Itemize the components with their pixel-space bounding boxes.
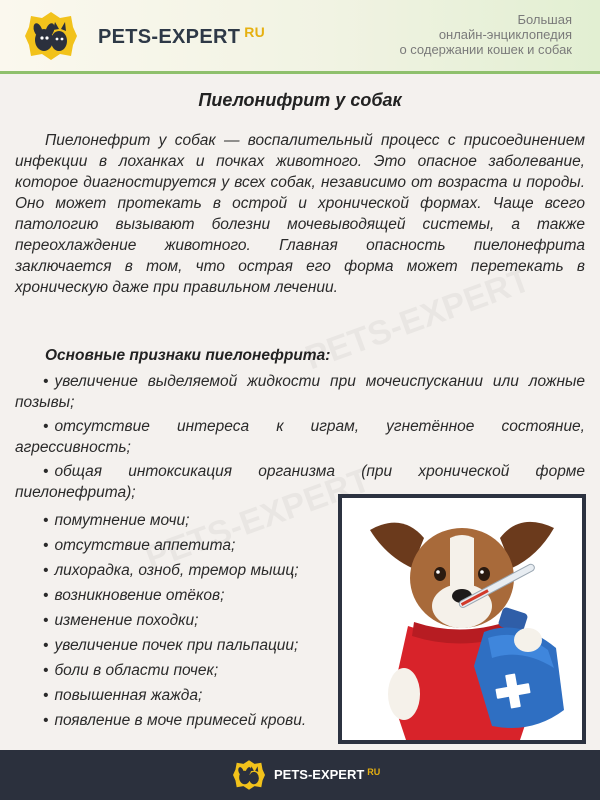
- article-title: Пиелонифрит у собак: [198, 90, 402, 110]
- bullet-icon: •: [43, 687, 49, 704]
- bullet-icon: •: [43, 637, 49, 654]
- list-item: [43, 633, 343, 658]
- list-item: [43, 583, 343, 608]
- list-item-text: общая интоксикация организма (при хронической форме пиелонефрита);: [15, 463, 585, 501]
- article-intro: Пиелонефрит у собак — воспалительный процесс с присоединением инфекции в лоханках и почках животного. Это опасное заболевание, которое диагностируется у всех собак, независимо от возраста и породы. Оно может протекать в острой и хронической формах. Чаще всего патологию вызывают болезни мочевыводящей системы, а также переохлаждение животного. Главная опасность пиелонефрита заключается в том, что острая его форма может перетекать в хроническую даже при правильном лечении.: [15, 132, 585, 296]
- list-item: [43, 658, 343, 683]
- list-item: [43, 508, 343, 533]
- brand-suffix: RU: [244, 24, 266, 40]
- list-item-text: увеличение почек при пальпации;: [54, 637, 299, 654]
- brand-text: PETS-EXPERT: [98, 26, 241, 48]
- pets-logo-icon[interactable]: [232, 759, 266, 791]
- list-item-text: возникновение отёков;: [54, 587, 225, 604]
- bullet-icon: •: [43, 463, 49, 480]
- bullet-icon: •: [43, 373, 49, 390]
- site-tagline: [399, 12, 572, 57]
- bullet-icon: •: [43, 662, 49, 679]
- list-item: [15, 416, 585, 458]
- footer-brand-suffix: RU: [367, 767, 381, 777]
- footer-brand[interactable]: [274, 767, 380, 782]
- bullet-icon: •: [43, 562, 49, 579]
- list-item-text: боли в области почек;: [54, 662, 219, 679]
- site-footer: [0, 750, 600, 800]
- signs-heading: Основные признаки пиелонефрита:: [45, 347, 331, 364]
- list-item: [43, 708, 343, 733]
- list-item-text: отсутствие интереса к играм, угнетённое состояние, агрессивность;: [15, 418, 585, 456]
- sick-dog-illustration: [342, 498, 582, 740]
- list-item-text: помутнение мочи;: [54, 512, 190, 529]
- dog-photo: [338, 494, 586, 744]
- bullet-icon: •: [43, 612, 49, 629]
- list-item-text: появление в моче примесей крови.: [54, 712, 307, 729]
- list-item-text: отсутствие аппетита;: [54, 537, 236, 554]
- tagline-line: онлайн-энциклопедия: [438, 27, 572, 42]
- footer-brand-text: PETS-EXPERT: [274, 767, 365, 782]
- signs-list-wide: [15, 371, 585, 506]
- list-item-text: повышенная жажда;: [54, 687, 203, 704]
- pets-logo-icon[interactable]: [24, 10, 78, 62]
- bullet-icon: •: [43, 712, 49, 729]
- list-item-text: изменение походки;: [54, 612, 199, 629]
- list-item: [43, 608, 343, 633]
- bullet-icon: •: [43, 512, 49, 529]
- bullet-icon: •: [43, 587, 49, 604]
- tagline-line: о содержании кошек и собак: [399, 42, 572, 57]
- site-header: [0, 0, 600, 74]
- list-item: [43, 683, 343, 708]
- tagline-line: Большая: [517, 12, 572, 27]
- list-item: [15, 371, 585, 413]
- list-item-text: увеличение выделяемой жидкости при мочеиспускании или ложные позывы;: [15, 373, 585, 411]
- list-item: [43, 558, 343, 583]
- signs-list-short: [43, 508, 343, 733]
- brand-name[interactable]: [98, 24, 265, 49]
- list-item-text: лихорадка, озноб, тремор мышц;: [54, 562, 299, 579]
- bullet-icon: •: [43, 537, 49, 554]
- bullet-icon: •: [43, 418, 49, 435]
- list-item: [43, 533, 343, 558]
